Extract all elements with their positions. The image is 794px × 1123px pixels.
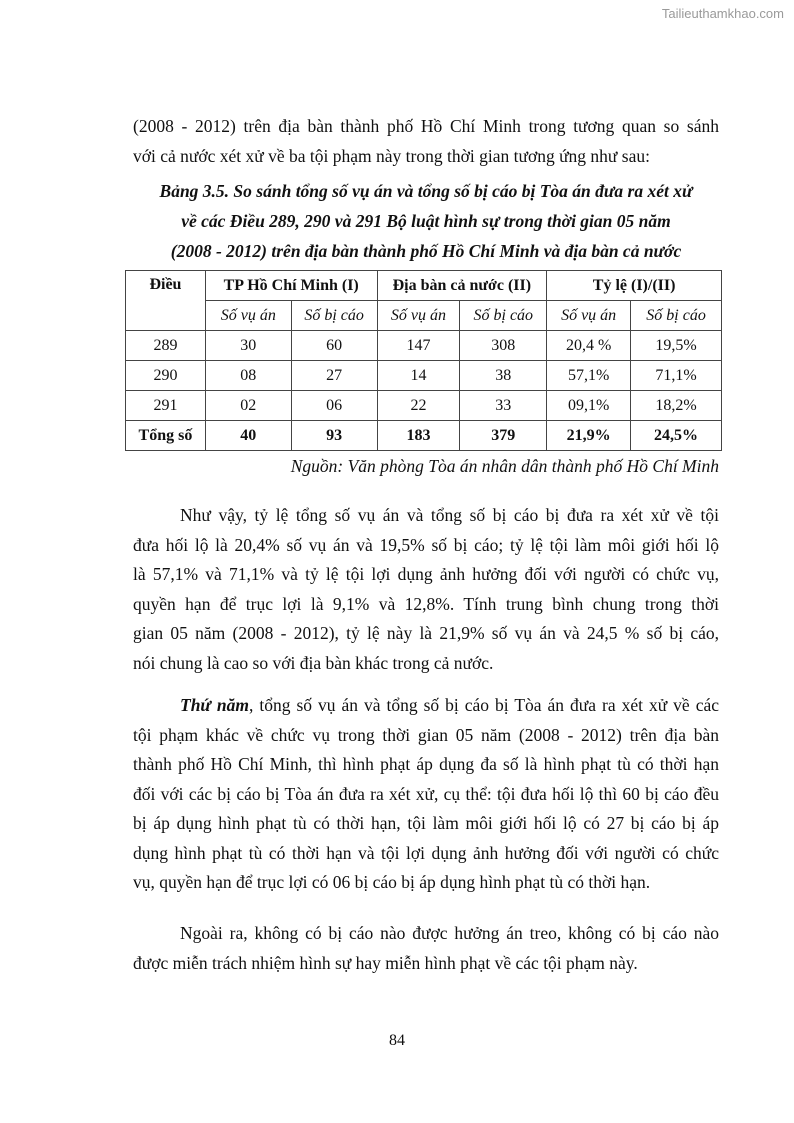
text-line: dụng hình phạt tù có thời hạn và tội lợi dụng ảnh hưởng đối với người có chức (133, 842, 719, 863)
subheader-cell: Số vụ án (547, 301, 631, 331)
table-row (126, 361, 722, 391)
table-cell: 71,1% (631, 361, 722, 391)
subheader-cell: Số bị cáo (631, 301, 722, 331)
table-cell: 379 (460, 421, 547, 451)
table-cell: 40 (205, 421, 291, 451)
table-cell: 27 (291, 361, 377, 391)
table-cell: 57,1% (547, 361, 631, 391)
table-cell: 19,5% (631, 331, 722, 361)
text-line: đưa hối lộ là 20,4% số vụ án và 19,5% số bị cáo; tỷ lệ tội làm môi giới hối lộ (133, 534, 719, 555)
text-line: Như vậy, tỷ lệ tổng số vụ án và tổng số bị cáo bị đưa ra xét xử về tội (180, 505, 719, 525)
table-cell: 22 (377, 391, 460, 421)
header-ratio: Tỷ lệ (I)/(II) (547, 271, 722, 301)
table-cell: 308 (460, 331, 547, 361)
table-cell: 290 (126, 361, 206, 391)
subheader-cell: Số vụ án (377, 301, 460, 331)
table-cell: 38 (460, 361, 547, 391)
page-number: 84 (389, 1032, 405, 1049)
text-line: tội phạm khác về chức vụ trong thời gian 05 năm (2008 - 2012) trên địa bàn (133, 724, 719, 745)
text-line: Ngoài ra, không có bị cáo nào được hưởng án treo, không có bị cáo nào (180, 923, 719, 943)
table-cell: 60 (291, 331, 377, 361)
text-line: nói chung là cao so với địa bàn khác trong cả nước. (133, 652, 494, 673)
text-line: quyền hạn để trục lợi là 9,1% và 12,8%. Tính trung bình chung trong thời (133, 593, 719, 614)
text-line: vụ, quyền hạn để trục lợi có 06 bị cáo bị áp dụng hình phạt tù có thời hạn. (133, 872, 651, 892)
text-line: thành phố Hồ Chí Minh, thì hình phạt áp dụng đa số là hình phạt tù có thời hạn (133, 754, 719, 774)
text-line: được miễn trách nhiệm hình sự hay miễn hình phạt về các tội phạm này. (133, 952, 638, 973)
subheader-cell: Số bị cáo (460, 301, 547, 331)
table-cell: 93 (291, 421, 377, 451)
table-source: Nguồn: Văn phòng Tòa án nhân dân thành phố Hồ Chí Minh (290, 456, 719, 476)
header-hcm: TP Hồ Chí Minh (I) (205, 271, 377, 301)
comparison-table (125, 270, 722, 451)
lead-term: Thứ năm (180, 695, 249, 715)
table-cell: 24,5% (631, 421, 722, 451)
table-cell: 06 (291, 391, 377, 421)
paragraph-2 (133, 691, 719, 898)
table-cell: 09,1% (547, 391, 631, 421)
paragraph-1 (133, 501, 719, 678)
table-cell: 14 (377, 361, 460, 391)
text-line: gian 05 năm (2008 - 2012), tỷ lệ này là 21,9% số vụ án và 24,5 % số bị cáo, (133, 623, 719, 643)
text-line: bị áp dụng hình phạt tù có thời hạn, tội làm môi giới hối lộ có 27 bị cáo bị áp (133, 813, 719, 833)
table-cell: 18,2% (631, 391, 722, 421)
subheader-cell: Số vụ án (205, 301, 291, 331)
table-cell: 147 (377, 331, 460, 361)
text-line (133, 691, 719, 721)
table-cell: 21,9% (547, 421, 631, 451)
paragraph-3 (133, 919, 719, 978)
table-cell: 291 (126, 391, 206, 421)
table-total-row (126, 421, 722, 451)
table-cell: 20,4 % (547, 331, 631, 361)
caption-line: (2008 - 2012) trên địa bàn thành phố Hồ Chí Minh và địa bàn cả nước (170, 241, 682, 261)
header-nationwide: Địa bàn cả nước (II) (377, 271, 547, 301)
table-cell: 33 (460, 391, 547, 421)
intro-paragraph (133, 112, 719, 171)
table-cell: 30 (205, 331, 291, 361)
table-cell: 02 (205, 391, 291, 421)
table-cell: 08 (205, 361, 291, 391)
table-row (126, 391, 722, 421)
header-dieu: Điều (126, 271, 206, 331)
watermark: Tailieuthamkhao.com (661, 6, 784, 21)
table-row (126, 331, 722, 361)
table-cell: Tổng số (126, 421, 206, 451)
text-line: là 57,1% và 71,1% và tỷ lệ tội lợi dụng ảnh hưởng đối với người có chức vụ, (133, 564, 719, 584)
text-line: (2008 - 2012) trên địa bàn thành phố Hồ Chí Minh trong tương quan so sánh (133, 116, 719, 136)
text-line: đối với các bị cáo bị Tòa án đưa ra xét xử, cụ thể: tội đưa hối lộ thì 60 bị cáo đều (133, 783, 719, 804)
table-cell: 289 (126, 331, 206, 361)
table-cell: 183 (377, 421, 460, 451)
caption-line: Bảng 3.5. So sánh tổng số vụ án và tổng số bị cáo bị Tòa án đưa ra xét xử (159, 181, 693, 201)
table-header-row (126, 271, 722, 301)
text-line: với cả nước xét xử về ba tội phạm này trong thời gian tương ứng như sau: (133, 145, 650, 166)
lead-rest: , tổng số vụ án và tổng số bị cáo bị Tòa án đưa ra xét xử về các (249, 695, 719, 715)
table-caption (120, 176, 732, 266)
caption-line: về các Điều 289, 290 và 291 Bộ luật hình sự trong thời gian 05 năm (181, 211, 671, 231)
table-subheader-row (126, 301, 722, 331)
subheader-cell: Số bị cáo (291, 301, 377, 331)
